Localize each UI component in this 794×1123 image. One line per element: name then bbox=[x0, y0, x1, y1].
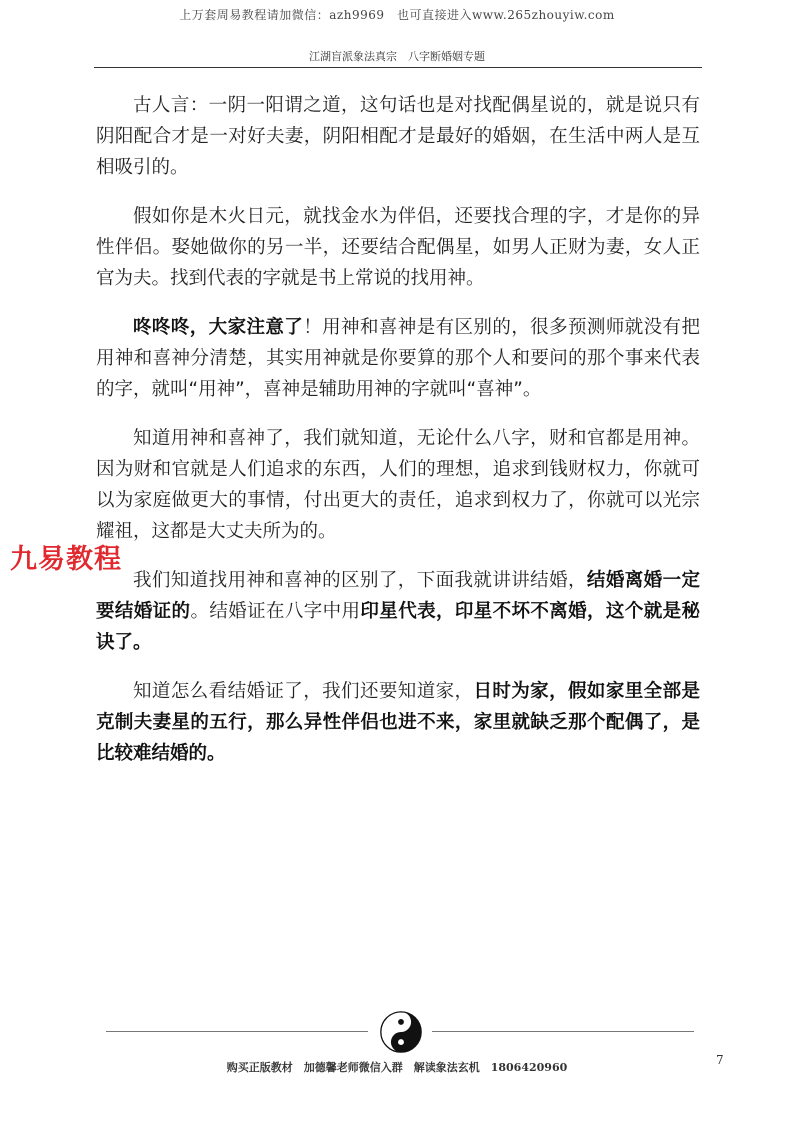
paragraph-5-text-a: 我们知道找用神和喜神的区别了，下面我就讲讲结婚， bbox=[133, 570, 587, 591]
paragraph-6-text: 知道怎么看结婚证了，我们还要知道家， bbox=[133, 681, 474, 702]
paragraph-1: 古人言：一阴一阳谓之道，这句话也是对找配偶星说的，就是说只有阴阳配合才是一对好夫妻，阴阳相配才是最好的婚姻，在生活中两人是互相吸引的。 bbox=[96, 95, 700, 178]
paragraph-4: 知道用神和喜神了，我们就知道，无论什么八字，财和官都是用神。因为财和官就是人们追求的东西，人们的理想，追求到钱财权力，你就可以为家庭做更大的事情，付出更大的责任，追求到权力了，你就可以光宗耀祖，这都是大丈夫所为的。 bbox=[96, 428, 700, 542]
header-rule bbox=[94, 67, 702, 68]
footer-text: 购买正版教材 加德馨老师微信入群 解读象法玄机 1806420960 bbox=[226, 1061, 568, 1074]
paragraph-5-emphasis-b: 印星代表，印星不坏不离婚，这个就是秘诀了。 bbox=[96, 601, 700, 653]
yin-yang-icon bbox=[380, 1011, 422, 1053]
paragraph-6 bbox=[96, 676, 700, 769]
paragraph-3-text: ！用神和喜神是有区别的，很多预测师就没有把用神和喜神分清楚，其实用神就是你要算的那个人和要问的那个事来代表的字，就叫“用神”，喜神是辅助用神的字就叫“喜神”。 bbox=[96, 317, 700, 400]
paragraph-5-text-b: 。结婚证在八字中用 bbox=[190, 601, 361, 622]
paragraph-2: 假如你是木火日元，就找金水为伴侣，还要找合理的字，才是你的异性伴侣。娶她做你的另一半，还要结合配偶星，如男人正财为妻，女人正官为夫。找到代表的字就是书上常说的找用神。 bbox=[96, 206, 700, 289]
paragraph-3 bbox=[96, 312, 700, 405]
document-body bbox=[96, 90, 700, 787]
paragraph-5 bbox=[96, 565, 700, 658]
paragraph-3-emphasis: 咚咚咚，大家注意了 bbox=[133, 317, 304, 338]
page-number: 7 bbox=[716, 1053, 724, 1067]
paragraph-5-emphasis-a: 结婚离婚一定要结婚证的 bbox=[96, 570, 700, 622]
footer-rule-right bbox=[432, 1031, 694, 1032]
top-banner: 上万套周易教程请加微信：azh9969 也可直接进入www.265zhouyiw.com bbox=[179, 8, 615, 22]
footer-rule-left bbox=[106, 1031, 368, 1032]
running-header: 江湖盲派象法真宗 八字断婚姻专题 bbox=[309, 50, 485, 63]
watermark-stamp: 九易教程 bbox=[8, 542, 124, 578]
paragraph-6-emphasis: 日时为家，假如家里全部是克制夫妻星的五行，那么异性伴侣也进不来，家里就缺乏那个配偶了，是比较难结婚的。 bbox=[96, 681, 700, 764]
